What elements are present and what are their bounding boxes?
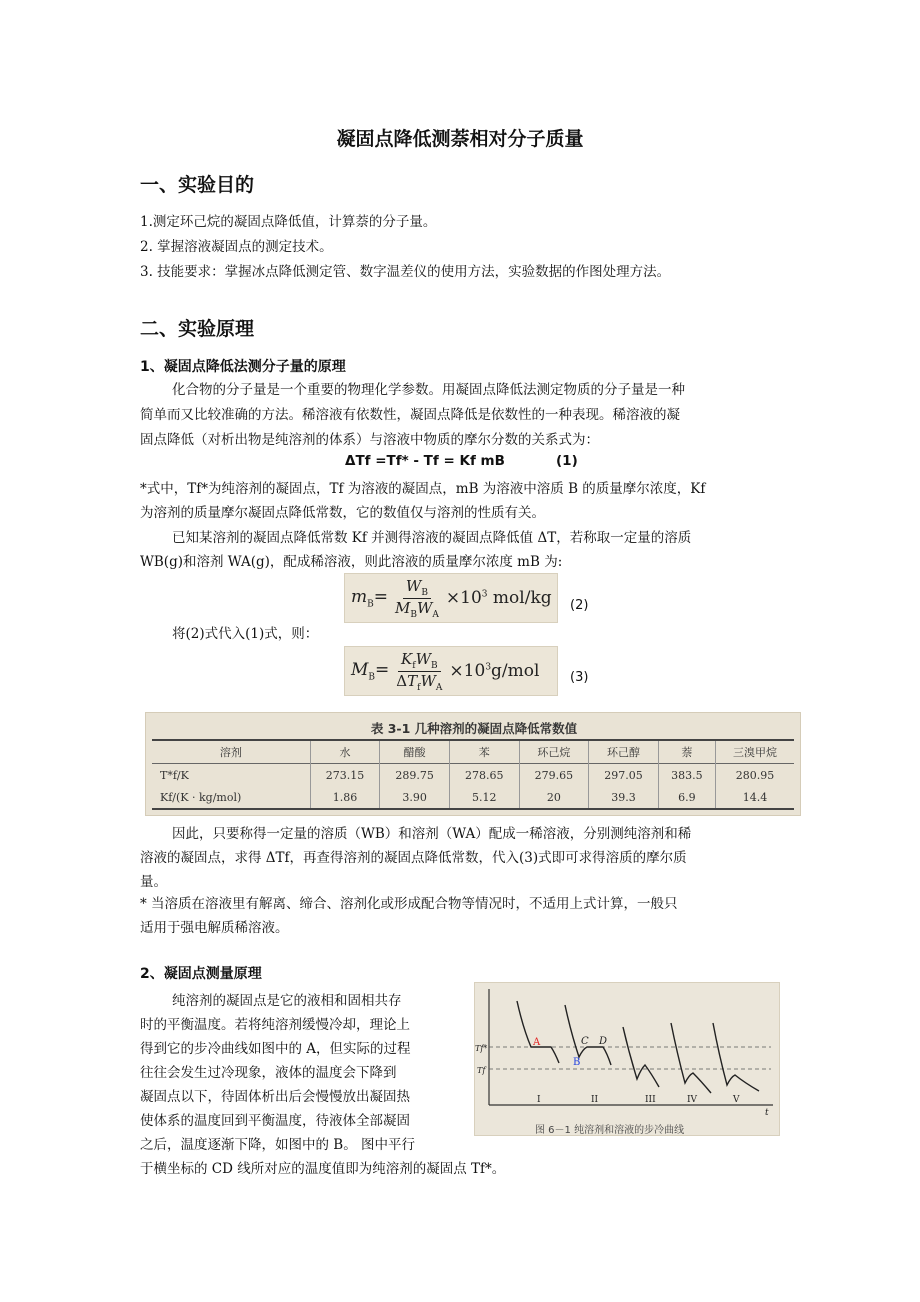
table-header-cell: 溶剂 [219, 746, 242, 759]
label-curve-iii: III [645, 1095, 656, 1105]
sub2-line-5: 凝固点以下，待固体析出后会慢慢放出凝固热 [140, 1089, 410, 1105]
equation-1: ΔTf =Tf* - Tf = Kf mB [345, 453, 505, 469]
label-curve-ii: II [591, 1095, 599, 1105]
table-cell: 289.75 [380, 764, 450, 787]
para4-line-2: 溶液的凝固点，求得 ΔTf，再查得溶剂的凝固点降低常数，代入(3)式即可求得溶质的摩尔质 [140, 850, 687, 866]
curve-V [713, 1023, 759, 1091]
para1-line-3: 固点降低（对析出物是纯溶剂的体系）与溶液中物质的摩尔分数的关系式为： [140, 432, 599, 448]
label-time-axis: t [765, 1108, 769, 1118]
table-cell: 273.15 [310, 764, 380, 787]
equation-2-number: (2) [570, 598, 589, 613]
purpose-item-1: 1.测定环己烷的凝固点降低值，计算萘的分子量。 [140, 214, 437, 230]
substitution-text: 将(2)式代入(1)式，则： [172, 626, 319, 642]
label-c: C [581, 1036, 589, 1047]
freezing-point-constants-table [145, 712, 801, 816]
para4-line-3: 量。 [140, 874, 167, 890]
table-header-cell: 水 [310, 740, 380, 764]
curve-IV [671, 1023, 711, 1093]
table-row [152, 786, 794, 809]
table-header-cell: 苯 [449, 740, 519, 764]
table-header-cell: 醋酸 [380, 740, 450, 764]
label-curve-v: V [733, 1095, 740, 1105]
table-header-row [152, 740, 794, 764]
para1-line-1: 化合物的分子量是一个重要的物理化学参数。用凝固点降低法测定物质的分子量是一种 [172, 382, 685, 398]
section-heading-purpose: 一、实验目的 [140, 174, 255, 196]
formula-image-2: $m_B=$ $\frac{W_B}{M_BW_A}$ $\times 10^3$ mol/kg [344, 573, 558, 623]
label-b: B [573, 1057, 581, 1068]
table-cell: 278.65 [449, 764, 519, 787]
cooling-curve-plot [475, 983, 779, 1119]
curve-III [623, 1027, 659, 1087]
label-curve-i: I [537, 1095, 541, 1105]
sub2-line-7: 之后，温度逐渐下降，如图中的 B。 图中平行 [140, 1137, 416, 1153]
table-header-cell: 环己烷 [519, 740, 589, 764]
constants-table [152, 739, 794, 810]
table-cell: 39.3 [589, 786, 659, 809]
table-cell: 1.86 [310, 786, 380, 809]
para3-line-2: WB(g)和溶剂 WA(g)，配成稀溶液，则此溶液的质量摩尔浓度 mB 为: [140, 554, 563, 570]
purpose-item-2: 2. 掌握溶液凝固点的测定技术。 [140, 239, 333, 255]
para3-line-1: 已知某溶剂的凝固点降低常数 Kf 并测得溶液的凝固点降低值 ΔT，若称取一定量的溶质 [172, 530, 692, 546]
curve-I [517, 1001, 559, 1063]
equation-3-number: (3) [570, 670, 589, 685]
sub2-line-3: 得到它的步冷曲线如图中的 A，但实际的过程 [140, 1041, 411, 1057]
table-header-cell: 三溴甲烷 [716, 740, 794, 764]
table-cell: 20 [519, 786, 589, 809]
table-cell: T*f/K [160, 768, 189, 782]
para2-line-1: *式中，Tf*为纯溶剂的凝固点，Tf 为溶液的凝固点，mB 为溶液中溶质 B 的质量摩尔浓度，Kf [140, 481, 706, 497]
note-line-1: * 当溶质在溶液里有解离、缔合、溶剂化或形成配合物等情况时，不适用上式计算，一般只 [140, 896, 678, 912]
table-cell: 383.5 [658, 764, 715, 787]
sub2-line-4: 往往会发生过冷现象，液体的温度会下降到 [140, 1065, 397, 1081]
label-curve-iv: IV [687, 1095, 698, 1105]
table-cell: Kf/(K · kg/mol) [160, 790, 242, 804]
purpose-item-3: 3. 技能要求：掌握冰点降低测定管、数字温差仪的使用方法，实验数据的作图处理方法。 [140, 264, 671, 280]
note-line-2: 适用于强电解质稀溶液。 [140, 920, 289, 936]
table-cell: 279.65 [519, 764, 589, 787]
para4-line-1: 因此，只要称得一定量的溶质（WB）和溶剂（WA）配成一稀溶液，分别测纯溶剂和稀 [172, 826, 692, 842]
table-caption: 表 3-1 几种溶剂的凝固点降低常数值 [370, 721, 578, 736]
section-heading-principle: 二、实验原理 [140, 318, 255, 340]
sub2-line-1: 纯溶剂的凝固点是它的液相和固相共存 [172, 993, 402, 1009]
label-tf-star: Tf* [475, 1044, 488, 1053]
formula-image-3: $M_B=$ $\frac{K_fW_B}{\Delta T_fW_A}$ $\times 10^3g$/mol [344, 646, 558, 696]
subsection-heading-2: 2、凝固点测量原理 [140, 966, 262, 982]
label-a: A [533, 1037, 541, 1048]
sub2-line-8: 于横坐标的 CD 线所对应的温度值即为纯溶剂的凝固点 Tf*。 [140, 1161, 506, 1177]
table-cell: 5.12 [449, 786, 519, 809]
table-cell: 3.90 [380, 786, 450, 809]
table-header-cell: 环己醇 [589, 740, 659, 764]
label-tf: Tf [477, 1066, 486, 1075]
table-cell: 280.95 [716, 764, 794, 787]
figure-caption: 图 6－1 纯溶剂和溶液的步冷曲线 [535, 1125, 685, 1136]
table-header-cell: 萘 [658, 740, 715, 764]
table-row [152, 764, 794, 787]
cooling-curve-figure [474, 982, 780, 1136]
para1-line-2: 简单而又比较准确的方法。稀溶液有依数性，凝固点降低是依数性的一种表现。稀溶液的凝 [140, 407, 680, 423]
sub2-line-2: 时的平衡温度。若将纯溶剂缓慢冷却，理论上 [140, 1017, 410, 1033]
table-cell: 6.9 [658, 786, 715, 809]
sub2-line-6: 使体系的温度回到平衡温度，待液体全部凝固 [140, 1113, 410, 1129]
equation-1-number: (1) [556, 453, 578, 469]
page-title: 凝固点降低测萘相对分子质量 [336, 128, 584, 150]
table-cell: 297.05 [589, 764, 659, 787]
table-cell: 14.4 [716, 786, 794, 809]
curve-II [565, 1005, 611, 1065]
subsection-heading-1: 1、凝固点降低法测分子量的原理 [140, 359, 346, 375]
label-d: D [599, 1036, 608, 1047]
para2-line-2: 为溶剂的质量摩尔凝固点降低常数，它的数值仅与溶剂的性质有关。 [140, 505, 545, 521]
